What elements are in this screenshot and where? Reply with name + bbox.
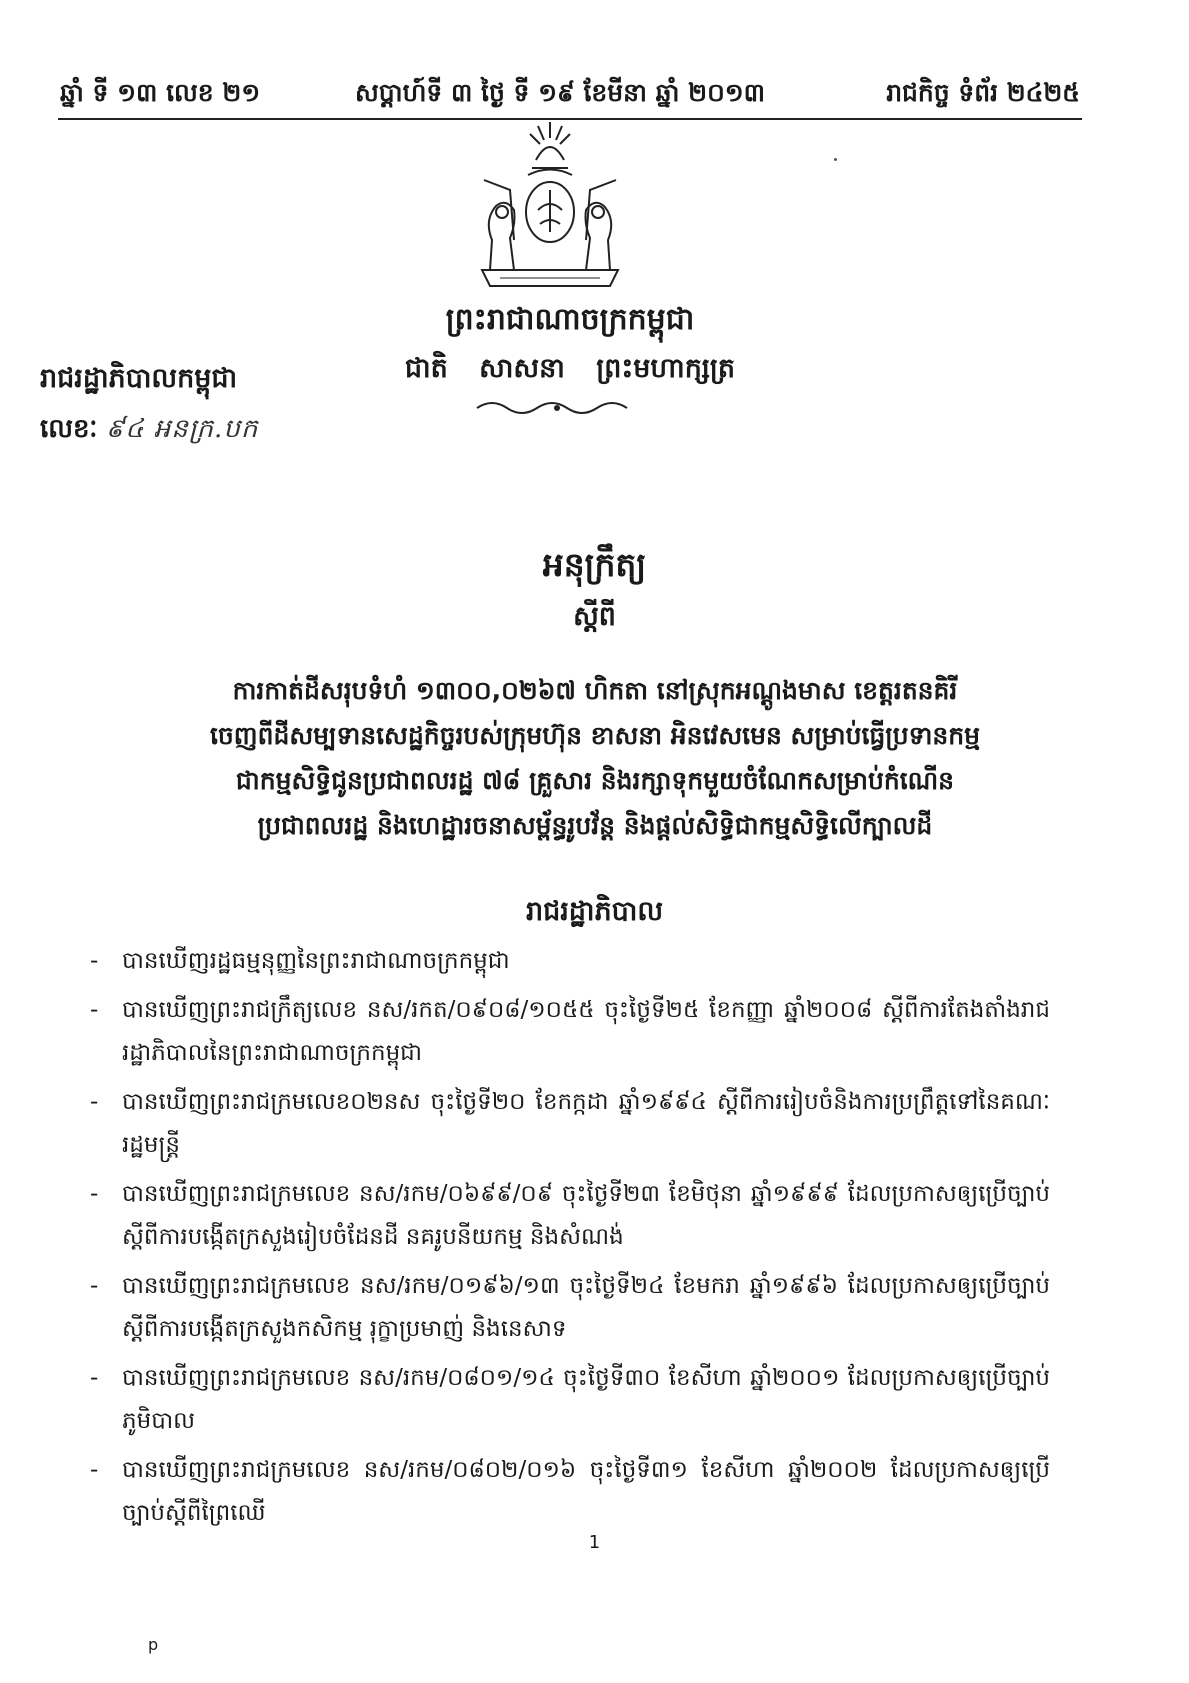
corner-mark: p xyxy=(148,1635,159,1654)
visa-text: បានឃើញព្រះរាជក្រមលេខ នស/រកម/០៦៩៩/០៩ ចុះថ្ងៃទី២៣ ខែមិថុនា ឆ្នាំ១៩៩៩ ដែលប្រកាសឲ្យប្រើច្បាប់ស្តីពីការបង្កើតក្រសួងរៀបចំដែនដី នគរូបនីយកម្ម និងសំណង់ xyxy=(122,1181,1050,1250)
section-heading: រាជរដ្ឋាភិបាល xyxy=(525,896,664,927)
document-about: ស្តីពី xyxy=(573,601,616,632)
list-item: - បានឃើញព្រះរាជក្រឹត្យលេខ នស/រកត/០៩០៨/១០៥៥ ចុះថ្ងៃទី២៥ ខែកញ្ញា ឆ្នាំ២០០៨ ស្តីពីការតែងតាំងរាជរដ្ឋាភិបាលនៃព្រះរាជាណាចក្រកម្ពុជា xyxy=(90,997,1050,1066)
reference-number xyxy=(40,412,258,450)
visa-list xyxy=(90,940,1050,1541)
title-line: ជាកម្មសិទ្ធិជូនប្រជាពលរដ្ឋ ៧៨ គ្រួសារ និងរក្សាទុកមួយចំណែកសម្រាប់កំណើន xyxy=(235,766,955,795)
list-item: - បានឃើញព្រះរាជក្រមលេខ នស/រកម/០៨០២/០១៦ ចុះថ្ងៃទី៣១ ខែសីហា ឆ្នាំ២០០២ ដែលប្រកាសឲ្យប្រើច្បាប់ស្តីពីព្រៃឈើ xyxy=(90,1457,1050,1526)
ornament-divider-icon xyxy=(472,398,642,418)
list-item: - បានឃើញព្រះរាជក្រមលេខ នស/រកម/០៦៩៩/០៩ ចុះថ្ងៃទី២៣ ខែមិថុនា ឆ្នាំ១៩៩៩ ដែលប្រកាសឲ្យប្រើច្បាប់ស្តីពីការបង្កើតក្រសួងរៀបចំដែនដី នគរូបនីយកម្ម និងសំណង់ xyxy=(90,1181,1050,1250)
visa-text: បានឃើញរដ្ឋធម្មនុញ្ញនៃព្រះរាជាណាចក្រកម្ពុជា xyxy=(122,948,510,974)
list-item: - បានឃើញរដ្ឋធម្មនុញ្ញនៃព្រះរាជាណាចក្រកម្ពុជា xyxy=(90,948,510,974)
list-item: - បានឃើញព្រះរាជក្រមលេខ នស/រកម/០១៩៦/១៣ ចុះថ្ងៃទី២៤ ខែមករា ឆ្នាំ១៩៩៦ ដែលប្រកាសឲ្យប្រើច្បាប់ ស្តីពីការបង្កើតក្រសួងកសិកម្ម រុក្ខាប្រមាញ់ និងនេសាទ xyxy=(90,1273,1050,1342)
title-line: ការកាត់ដីសរុបទំហំ ១៣០០,០២៦៧ ហិកតា នៅស្រុកអណ្តូងមាស ខេត្តរតនគិរី xyxy=(232,676,958,705)
title-line: ចេញពីដីសម្បទានសេដ្ឋកិច្ចរបស់ក្រុមហ៊ុន ខាសនា អិនវេសមេន សម្រាប់ធ្វើប្រទានកម្ម xyxy=(209,721,980,750)
visa-text: បានឃើញព្រះរាជក្រមលេខ០២នស ចុះថ្ងៃទី២០ ខែកក្កដា ឆ្នាំ១៩៩៤ ស្តីពីការរៀបចំនិងការប្រព្រឹត្តទៅនៃគណៈរដ្ឋមន្ត្រី xyxy=(122,1089,1050,1158)
list-item: - បានឃើញព្រះរាជក្រមលេខ០២នស ចុះថ្ងៃទី២០ ខែកក្កដា ឆ្នាំ១៩៩៤ ស្តីពីការរៀបចំនិងការប្រព្រឹត្តទៅនៃគណៈរដ្ឋមន្ត្រី xyxy=(90,1089,1050,1158)
visa-text: បានឃើញព្រះរាជក្រឹត្យលេខ នស/រកត/០៩០៨/១០៥៥ ចុះថ្ងៃទី២៥ ខែកញ្ញា ឆ្នាំ២០០៨ ស្តីពីការតែងតាំងរាជរដ្ឋាភិបាលនៃព្រះរាជាណាចក្រកម្ពុជា xyxy=(122,997,1050,1066)
page-number: 1 xyxy=(588,1532,601,1553)
visa-text: បានឃើញព្រះរាជក្រមលេខ នស/រកម/០១៩៦/១៣ ចុះថ្ងៃទី២៤ ខែមករា ឆ្នាំ១៩៩៦ ដែលប្រកាសឲ្យប្រើច្បាប់ ស្តីពីការបង្កើតក្រសួងកសិកម្ម រុក្ខាប្រមាញ់ និងនេសាទ xyxy=(122,1273,1050,1342)
visa-text: បានឃើញព្រះរាជក្រមលេខ នស/រកម/០៨០២/០១៦ ចុះថ្ងៃទី៣១ ខែសីហា ឆ្នាំ២០០២ ដែលប្រកាសឲ្យប្រើច្បាប់ស្តីពីព្រៃឈើ xyxy=(122,1457,1050,1526)
reference-label: លេខៈ xyxy=(40,414,98,444)
title-line: ប្រជាពលរដ្ឋ និងហេដ្ឋារចនាសម្ព័ន្ធរូបវ័ន្ត និងផ្តល់សិទ្ធិជាកម្មសិទ្ធិលើក្បាលដី xyxy=(257,811,933,840)
visa-text: បានឃើញព្រះរាជក្រមលេខ នស/រកម/០៨០១/១៤ ចុះថ្ងៃទី៣០ ខែសីហា ឆ្នាំ២០០១ ដែលប្រកាសឲ្យប្រើច្បាប់ភូមិបាល xyxy=(122,1365,1050,1434)
reference-value: ៩៤ អនក្រ.បក xyxy=(105,414,259,444)
list-item: - បានឃើញព្រះរាជក្រមលេខ នស/រកម/០៨០១/១៤ ចុះថ្ងៃទី៣០ ខែសីហា ឆ្នាំ២០០១ ដែលប្រកាសឲ្យប្រើច្បាប់ភូមិបាល xyxy=(90,1365,1050,1434)
gazette-year-issue: ឆ្នាំ ទី ១៣ លេខ ២១ xyxy=(60,78,261,107)
document-title xyxy=(90,668,1100,848)
gazette-week-date: សប្តាហ៍ទី ៣ ថ្ងៃ ទី ១៩ ខែមីនា ឆ្នាំ ២០១៣ xyxy=(355,78,766,107)
gazette-page-ref: រាជកិច្ច ទំព័រ ២៤២៥ xyxy=(886,78,1080,107)
gazette-header xyxy=(60,78,1080,118)
document-type: អនុក្រឹត្យ xyxy=(542,545,647,584)
scan-speck xyxy=(834,158,837,161)
issuing-authority: រាជរដ្ឋាភិបាលកម្ពុជា xyxy=(40,363,238,394)
kingdom-name: ព្រះរាជាណាចក្រកម្ពុជា xyxy=(445,302,695,337)
national-motto: ជាតិ សាសនា ព្រះមហាក្សត្រ xyxy=(404,353,736,384)
royal-coat-of-arms-icon xyxy=(470,120,630,290)
